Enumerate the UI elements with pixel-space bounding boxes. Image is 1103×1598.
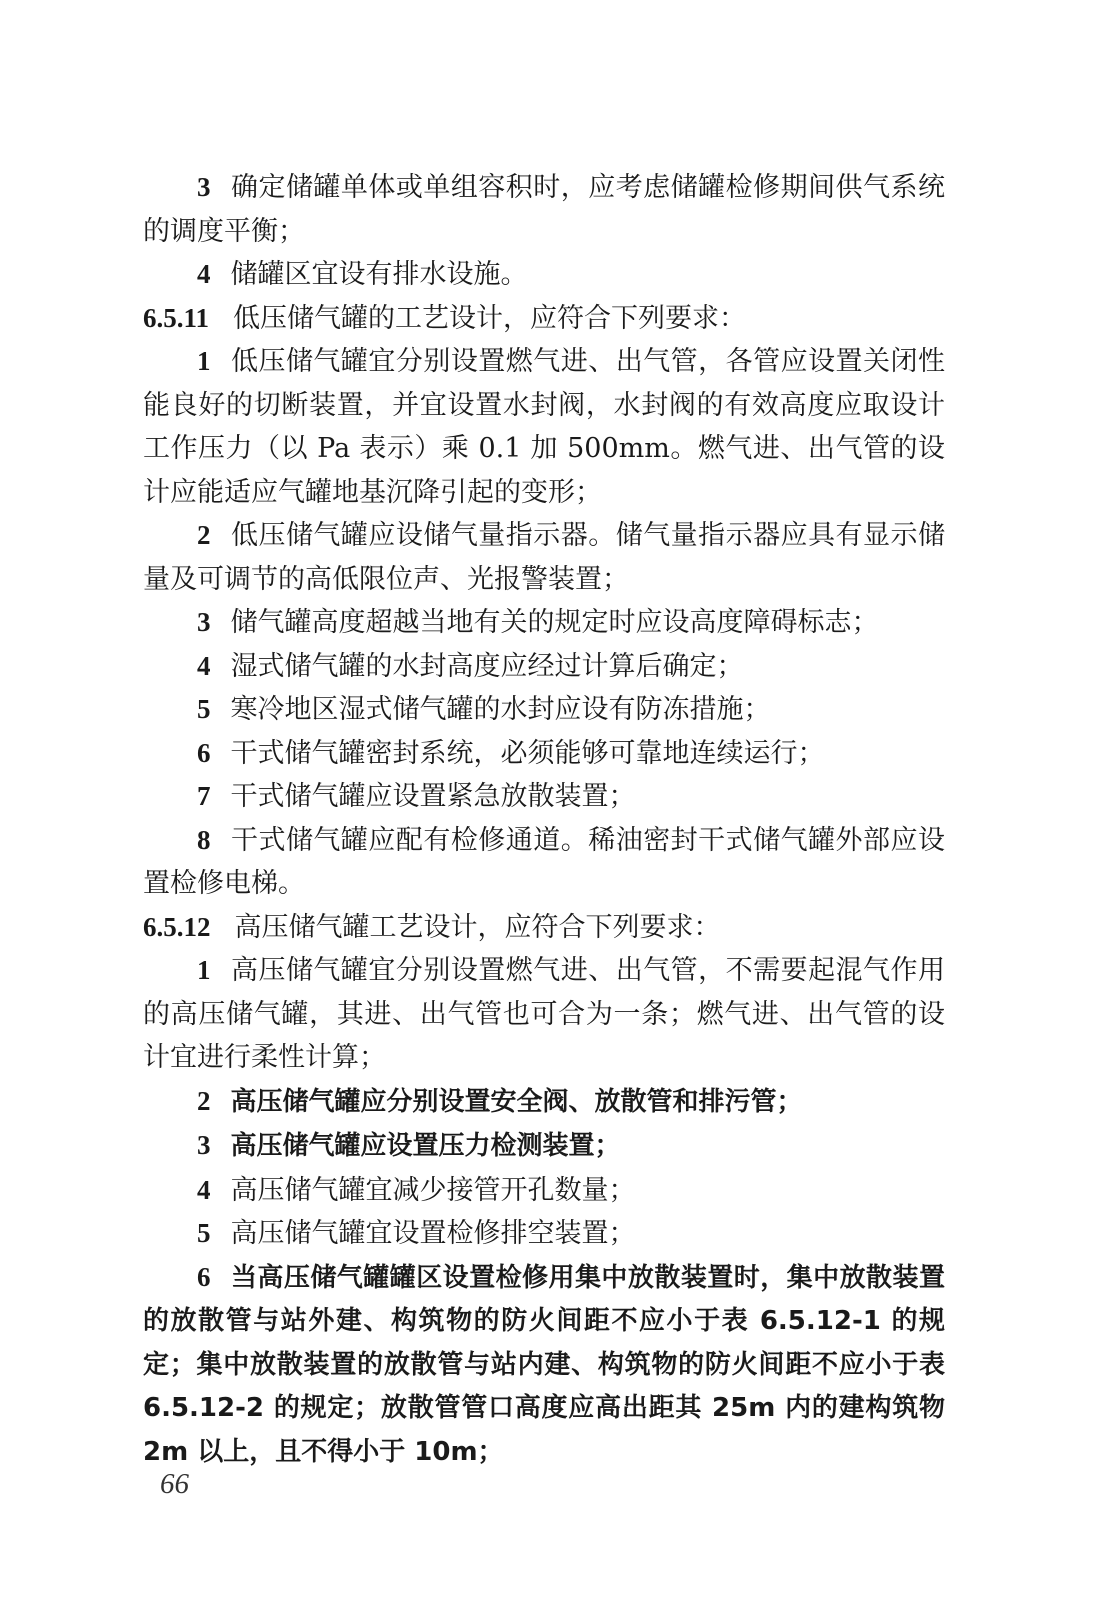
list-item (143, 645, 945, 689)
list-item (143, 949, 945, 1080)
list-item (143, 732, 945, 776)
paragraph-text: 寒冷地区湿式储气罐的水封应设有防冻措施； (230, 694, 771, 725)
paragraph-text: 高压储气罐工艺设计，应符合下列要求： (234, 911, 721, 943)
clause-paragraph (143, 906, 945, 950)
paragraph-text: 低压储气罐应设储气量指示器。储气量指示器应具有显示储量及可调节的高低限位声、光报警装置； (143, 520, 945, 595)
item-number: 6 (197, 1261, 211, 1292)
paragraph-text: 当高压储气罐罐区设置检修用集中放散装置时，集中放散装置的放散管与站外建、构筑物的防火间距不应小于表 6.5.12-1 的规定；集中放散装置的放散管与站内建、构筑物的防火间距不应小于表 6.5.12-2 的规定；放散管管口高度应高出距其 25m 内的建构筑物 2m 以上，且不得小于 10m； (143, 1262, 945, 1467)
clause-paragraph (143, 297, 945, 341)
page-number: 66 (160, 1468, 189, 1500)
item-number: 3 (197, 1130, 211, 1160)
list-item (143, 166, 945, 253)
list-item (143, 775, 945, 819)
document-body (143, 166, 945, 1474)
item-number: 3 (197, 172, 211, 202)
paragraph-text: 储罐区宜设有排水设施。 (230, 259, 528, 290)
item-number: 8 (197, 824, 211, 855)
paragraph-text: 干式储气罐应配有检修通道。稀油密封干式储气罐外部应设置检修电梯。 (143, 824, 945, 899)
clause-number: 6.5.12 (143, 911, 211, 942)
item-number: 4 (197, 650, 211, 681)
clause-number: 6.5.11 (143, 302, 210, 333)
list-item (143, 1212, 945, 1256)
paragraph-text: 储气罐高度超越当地有关的规定时应设高度障碍标志； (230, 607, 879, 638)
paragraph-text: 高压储气罐宜减少接管开孔数量； (230, 1174, 636, 1206)
item-number: 2 (197, 520, 211, 550)
paragraph-text: 低压储气罐宜分别设置燃气进、出气管，各管应设置关闭性能良好的切断装置，并宜设置水封阀，水封阀的有效高度应取设计工作压力（以 Pa 表示）乘 0.1 加 500mm。燃气进、出气管的设计应能适应气罐地基沉降引起的变形； (143, 346, 945, 508)
paragraph-text: 确定储罐单体或单组容积时，应考虑储罐检修期间供气系统的调度平衡； (143, 172, 945, 247)
paragraph-text: 干式储气罐密封系统，必须能够可靠地连续运行； (230, 737, 825, 769)
item-number: 1 (197, 346, 211, 376)
item-number: 7 (197, 781, 211, 811)
list-item (143, 514, 945, 601)
list-item (143, 1124, 945, 1169)
paragraph-text: 高压储气罐应分别设置安全阀、放散管和排污管； (230, 1086, 803, 1117)
list-item (143, 1080, 945, 1125)
item-number: 4 (197, 1174, 211, 1205)
item-number: 2 (197, 1085, 211, 1116)
list-item (143, 1256, 945, 1475)
paragraph-text: 干式储气罐应设置紧急放散装置； (230, 781, 636, 812)
list-item (143, 688, 945, 732)
list-item (143, 601, 945, 645)
paragraph-text: 湿式储气罐的水封高度应经过计算后确定； (230, 650, 744, 682)
paragraph-text: 高压储气罐宜设置检修排空装置； (230, 1218, 636, 1249)
item-number: 6 (197, 737, 211, 768)
paragraph-text: 高压储气罐宜分别设置燃气进、出气管，不需要起混气作用的高压储气罐，其进、出气管也可合为一条；燃气进、出气管的设计宜进行柔性计算； (143, 955, 945, 1073)
item-number: 3 (197, 607, 211, 637)
list-item (143, 819, 945, 906)
item-number: 5 (197, 694, 211, 724)
item-number: 5 (197, 1218, 211, 1248)
list-item (143, 253, 945, 297)
paragraph-text: 低压储气罐的工艺设计，应符合下列要求： (233, 302, 747, 334)
item-number: 1 (197, 955, 211, 985)
paragraph-text: 高压储气罐应设置压力检测装置； (230, 1131, 621, 1161)
list-item (143, 340, 945, 514)
list-item (143, 1169, 945, 1213)
item-number: 4 (197, 259, 211, 289)
